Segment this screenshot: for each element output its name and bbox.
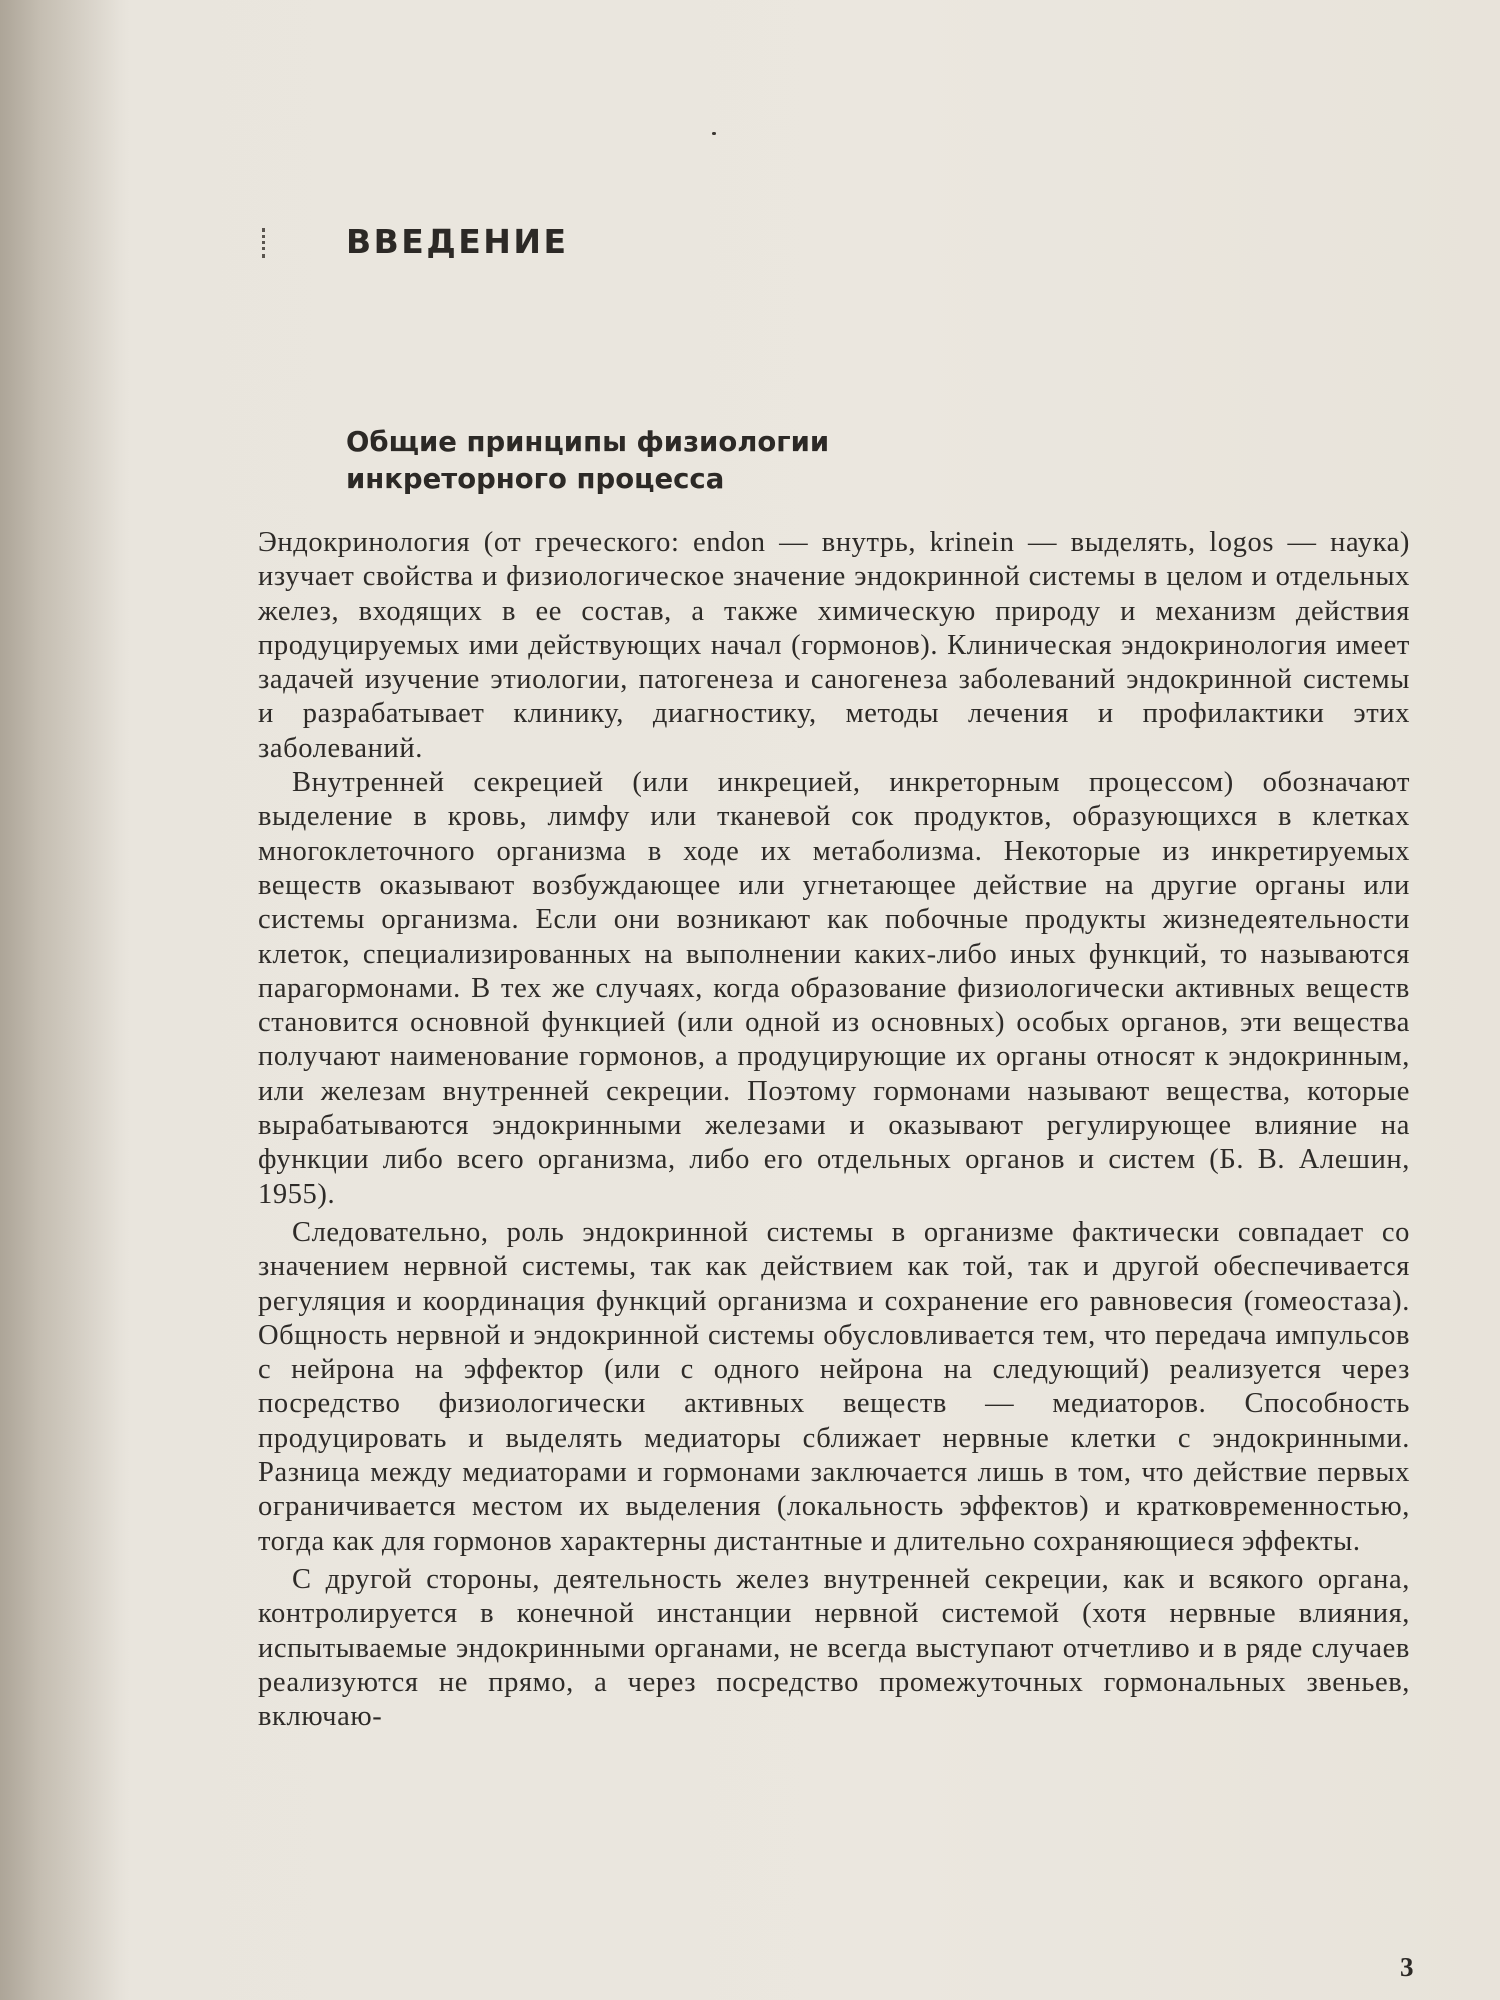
paragraph-4: С другой стороны, деятельность желез внутренней секреции, как и всякого органа, контролируется в конечной инстанции нервной системой (хотя нервные влияния, испытываемые эндокринными органами, не всегда выступают отчетливо и в ряде случаев реализуются не прямо, а через посредство промежуточных гормональных звеньев, включаю- [258,1563,1410,1733]
body-text [258,526,1410,1734]
page-number: 3 [1400,1952,1414,1982]
print-speck [712,132,716,135]
margin-mark [262,228,268,258]
paragraph-1: Эндокринология (от греческого: endon — внутрь, krinein — выделять, logos — наука) изучает свойства и физиологическое значение эндокринной системы в целом и отдельных желез, входящих в ее состав, а также химическую природу и механизм действия продуцируемых ими действующих начал (гормонов). Клиническая эндокринология имеет задачей изучение этиологии, патогенеза и саногенеза заболеваний эндокринной системы и разрабатывает клинику, диагностику, методы лечения и профилактики этих заболеваний. [258,527,1410,764]
paragraph-2: Внутренней секрецией (или инкрецией, инкреторным процессом) обозначают выделение в кровь, лимфу или тканевой сок продуктов, образующихся в клетках многоклеточного организма в ходе их метаболизма. Некоторые из инкретируемых веществ оказывают возбуждающее или угнетающее действие на другие органы или системы организма. Если они возникают как побочные продукты жизнедеятельности клеток, специализированных на выполнении каких-либо иных функций, то называются парагормонами. В тех же случаях, когда образование физиологически активных веществ становится основной функцией (или одной из основных) особых органов, эти вещества получают наименование гормонов, а продуцирующие их органы относят к эндокринным, или железам внутренней секреции. Поэтому гормонами называют вещества, которые вырабатываются эндокринными железами и оказывают регулирующее влияние на функции либо всего организма, либо его отдельных органов и систем (Б. В. Алешин, 1955). [258,767,1410,1210]
chapter-title: ВВЕДЕНИЕ [346,222,569,261]
section-title-line-1: Общие принципы физиологии [346,426,830,458]
section-title [346,424,829,498]
spine-shadow [0,0,130,2000]
paragraph-3: Следовательно, роль эндокринной системы в организме фактически совпадает со значением нервной системы, так как действием как той, так и другой обеспечивается регуляция и координация функций организма и сохранение его равновесия (гомеостаза). Общность нервной и эндокринной системы обусловливается тем, что передача импульсов с нейрона на эффектор (или с одного нейрона на следующий) реализуется через посредство физиологически активных веществ — медиаторов. Способность продуцировать и выделять медиаторы сближает нервные клетки с эндокринными. Разница между медиаторами и гормонами заключается лишь в том, что действие первых ограничивается местом их выделения (локальность эффектов) и кратковременностью, тогда как для гормонов характерны дистантные и длительно сохраняющиеся эффекты. [258,1216,1410,1557]
section-title-line-2: инкреторного процесса [346,463,725,495]
